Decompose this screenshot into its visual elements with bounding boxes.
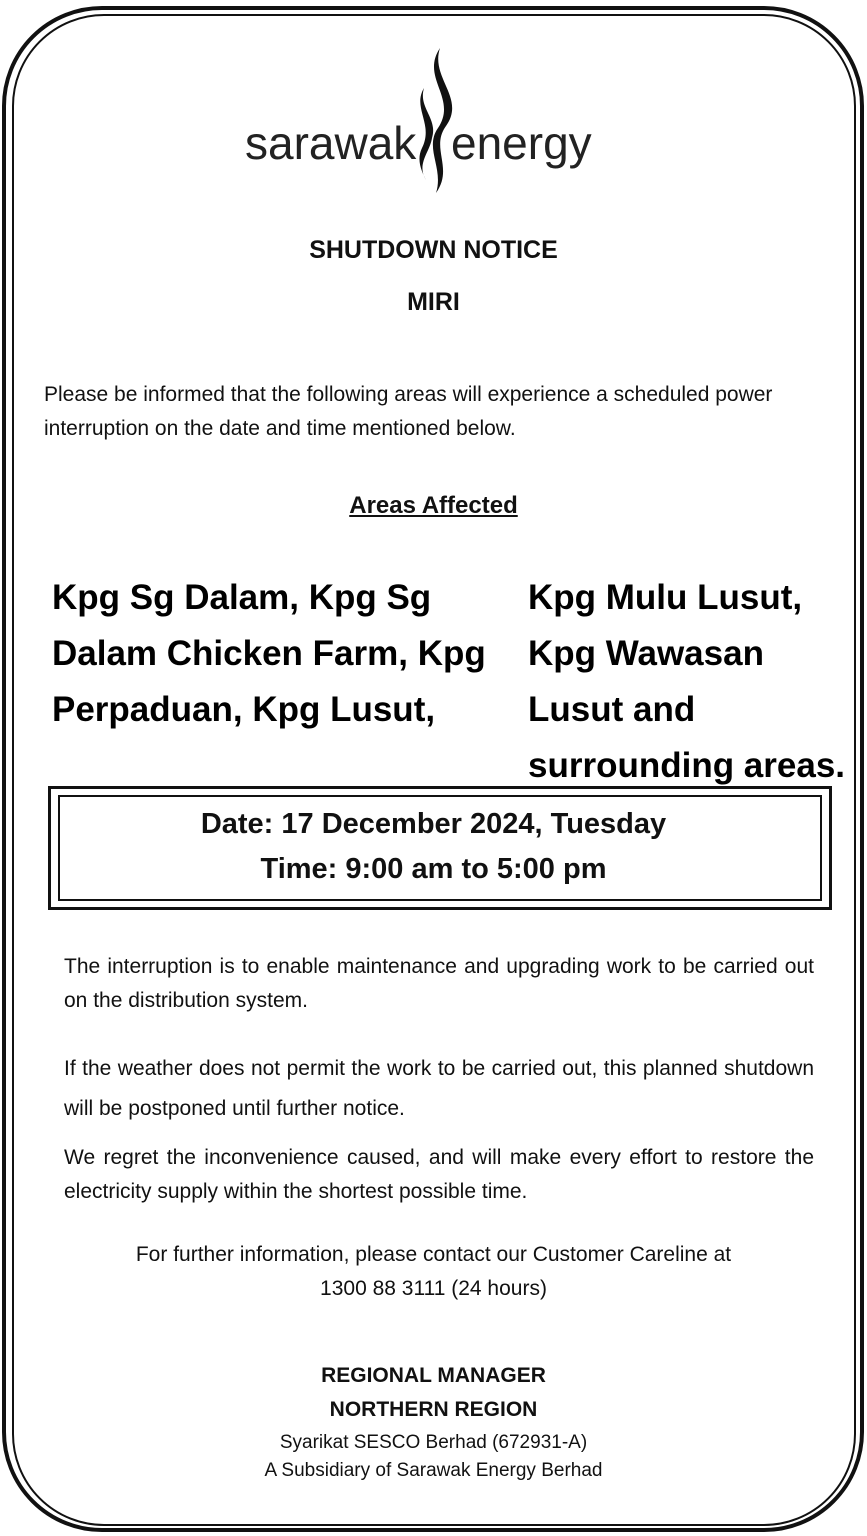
signature-parent: A Subsidiary of Sarawak Energy Berhad: [264, 1460, 603, 1481]
schedule-time: Time: 9:00 am to 5:00 pm: [260, 853, 607, 885]
areas-heading-text: Areas Affected: [349, 492, 518, 519]
areas-left-column: Kpg Sg Dalam, Kpg Sg Dalam Chicken Farm, Kpg Perpaduan, Kpg Lusut,: [52, 578, 486, 729]
regret-paragraph: We regret the inconvenience caused, and will make every effort to restore the electricity supply within the shortest possible time.: [64, 1146, 814, 1203]
weather-paragraph: If the weather does not permit the work to be carried out, this planned shutdown will be postponed until further notice.: [64, 1057, 814, 1120]
reason-paragraph: The interruption is to enable maintenance and upgrading work to be carried out on the distribution system.: [64, 955, 814, 1012]
contact-block: [0, 1238, 867, 1306]
notice-city: MIRI: [407, 288, 460, 316]
notice-title: SHUTDOWN NOTICE: [309, 236, 558, 264]
signature-title: REGIONAL MANAGER: [321, 1364, 546, 1387]
schedule-date: Date: 17 December 2024, Tuesday: [200, 808, 667, 840]
areas-right-column: Kpg Mulu Lusut, Kpg Wawasan Lusut and surrounding areas.: [528, 578, 846, 785]
signature-company: Syarikat SESCO Berhad (672931-A): [279, 1432, 588, 1453]
sarawak-energy-logo: [245, 48, 615, 198]
signature-region: NORTHERN REGION: [329, 1398, 538, 1421]
intro-paragraph: Please be informed that the following areas will experience a scheduled power interruption on the date and time mentioned below.: [44, 383, 773, 440]
contact-line-1: For further information, please contact our Customer Careline at: [135, 1243, 732, 1266]
logo-word-sarawak: sarawak: [245, 117, 417, 169]
areas-heading: [0, 492, 867, 520]
logo-word-energy: energy: [451, 117, 592, 169]
contact-phone: 1300 88 3111 (24 hours): [320, 1277, 547, 1300]
